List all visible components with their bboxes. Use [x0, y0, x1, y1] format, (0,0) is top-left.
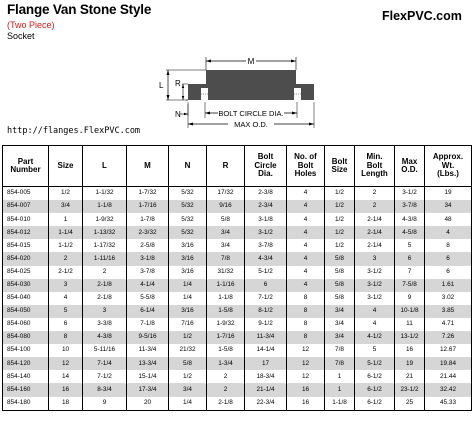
table-cell: 854-060	[3, 318, 49, 331]
table-cell: 3/4	[207, 226, 245, 239]
column-header	[287, 146, 325, 187]
table-cell: 16	[287, 383, 325, 396]
table-cell: 2-3/4	[245, 200, 287, 213]
table-cell: 3-1/2	[355, 279, 395, 292]
table-cell: 6-1/4	[127, 305, 169, 318]
table-cell: 18-3/4	[245, 370, 287, 383]
table-cell: 6	[49, 318, 83, 331]
table-row	[3, 213, 472, 226]
table-cell: 854-140	[3, 370, 49, 383]
table-cell: 8	[287, 318, 325, 331]
table-cell: 3-7/8	[127, 266, 169, 279]
dim-label-r: R	[175, 79, 181, 88]
table-cell: 5/8	[325, 292, 355, 305]
table-cell: 5/8	[169, 357, 207, 370]
table-cell: 3/4	[325, 305, 355, 318]
table-cell: 1-1/32	[83, 187, 127, 201]
flange-cross-section-diagram	[150, 52, 340, 130]
table-cell: 1/2	[169, 370, 207, 383]
table-cell: 45.33	[425, 397, 472, 411]
table-row	[3, 357, 472, 370]
table-cell: 16	[49, 383, 83, 396]
dim-label-l: L	[159, 81, 164, 90]
table-cell: 6	[245, 279, 287, 292]
table-cell: 11	[395, 318, 425, 331]
table-row	[3, 305, 472, 318]
table-cell: 34	[425, 200, 472, 213]
column-header	[355, 146, 395, 187]
table-cell: 5/8	[325, 279, 355, 292]
table-row	[3, 331, 472, 344]
table-cell: 25	[395, 397, 425, 411]
table-row	[3, 397, 472, 411]
table-cell: 21	[395, 370, 425, 383]
table-cell: 4	[425, 226, 472, 239]
table-cell: 16	[287, 397, 325, 411]
table-cell: 3-1/8	[245, 213, 287, 226]
table-cell: 5/8	[325, 252, 355, 265]
table-cell: 6-1/2	[355, 397, 395, 411]
table-cell: 5-1/2	[355, 357, 395, 370]
table-cell: 21-1/4	[245, 383, 287, 396]
table-cell: 1	[325, 370, 355, 383]
table-cell: 48	[425, 213, 472, 226]
table-cell: 2-5/8	[127, 239, 169, 252]
table-cell: 1/4	[169, 279, 207, 292]
table-cell: 8	[287, 331, 325, 344]
table-cell: 3	[355, 252, 395, 265]
dim-label-n: N	[175, 110, 181, 119]
table-cell: 4	[287, 226, 325, 239]
table-cell: 1	[49, 213, 83, 226]
table-cell: 12	[287, 370, 325, 383]
table-cell: 854-040	[3, 292, 49, 305]
column-header-text: L	[102, 160, 107, 170]
table-cell: 2-1/8	[83, 292, 127, 305]
table-cell: 9/16	[207, 200, 245, 213]
column-header-text: Part	[17, 156, 34, 166]
table-cell: 4-1/2	[355, 331, 395, 344]
column-header-text: Bolt	[297, 160, 314, 170]
table-cell: 9	[395, 292, 425, 305]
table-cell: 4	[287, 266, 325, 279]
table-cell: 13-3/4	[127, 357, 169, 370]
table-cell: 854-080	[3, 331, 49, 344]
table-cell: 19	[425, 187, 472, 201]
column-header-text: Size	[331, 165, 348, 174]
column-header-text: R	[222, 160, 229, 170]
table-cell: 1-17/32	[83, 239, 127, 252]
column-header	[395, 146, 425, 187]
column-header-text: Holes	[294, 169, 317, 179]
table-cell: 7	[395, 266, 425, 279]
dim-label-max-od: MAX O.D.	[234, 120, 268, 129]
table-cell: 2	[207, 370, 245, 383]
table-cell: 7-1/2	[83, 370, 127, 383]
table-cell: 4	[355, 318, 395, 331]
table-cell: 1/2	[325, 239, 355, 252]
table-cell: 2-1/8	[207, 397, 245, 411]
table-cell: 2-1/4	[355, 213, 395, 226]
table-cell: 5	[395, 239, 425, 252]
table-cell: 7-1/4	[83, 357, 127, 370]
table-cell: 3	[83, 305, 127, 318]
page-subtitle: (Two Piece)	[7, 20, 55, 30]
table-cell: 854-120	[3, 357, 49, 370]
table-cell: 8	[425, 239, 472, 252]
table-cell: 7-1/2	[245, 292, 287, 305]
table-cell: 5/32	[169, 187, 207, 201]
table-cell: 2	[83, 266, 127, 279]
table-cell: 854-100	[3, 344, 49, 357]
column-header-text: Wt.	[441, 160, 455, 170]
table-row	[3, 279, 472, 292]
table-cell: 4	[355, 305, 395, 318]
table-cell: 8	[49, 331, 83, 344]
table-cell: 2-1/4	[355, 239, 395, 252]
table-cell: 4	[287, 200, 325, 213]
table-row	[3, 292, 472, 305]
connection-type: Socket	[7, 31, 35, 41]
table-cell: 854-180	[3, 397, 49, 411]
table-cell: 3.02	[425, 292, 472, 305]
table-cell: 13-1/2	[395, 331, 425, 344]
table-cell: 5	[49, 305, 83, 318]
table-cell: 1-9/32	[83, 213, 127, 226]
column-header	[207, 146, 245, 187]
table-cell: 12	[287, 357, 325, 370]
column-header-text: (Lbs.)	[437, 169, 459, 179]
table-cell: 3/4	[325, 331, 355, 344]
table-cell: 2-3/8	[245, 187, 287, 201]
table-cell: 1-3/4	[207, 357, 245, 370]
table-cell: 1.61	[425, 279, 472, 292]
column-header	[127, 146, 169, 187]
table-cell: 23-1/2	[395, 383, 425, 396]
table-cell: 12.67	[425, 344, 472, 357]
table-cell: 11-3/4	[245, 331, 287, 344]
table-cell: 11-3/4	[127, 344, 169, 357]
table-cell: 1/2	[325, 200, 355, 213]
table-cell: 854-025	[3, 266, 49, 279]
table-cell: 3/16	[169, 266, 207, 279]
table-cell: 1-9/32	[207, 318, 245, 331]
table-cell: 16	[395, 344, 425, 357]
table-cell: 5/8	[325, 266, 355, 279]
column-header	[245, 146, 287, 187]
table-cell: 1-5/8	[207, 305, 245, 318]
table-cell: 4-5/8	[395, 226, 425, 239]
table-cell: 1/2	[325, 226, 355, 239]
table-cell: 1/2	[325, 213, 355, 226]
table-cell: 5/32	[169, 200, 207, 213]
table-cell: 9-5/16	[127, 331, 169, 344]
source-url[interactable]: http://flanges.FlexPVC.com	[7, 126, 141, 136]
table-row	[3, 200, 472, 213]
table-cell: 1-11/16	[83, 252, 127, 265]
table-cell: 9	[83, 397, 127, 411]
table-cell: 7/8	[325, 357, 355, 370]
table-cell: 7-1/8	[127, 318, 169, 331]
column-header-text: No. of	[294, 152, 317, 162]
column-header	[325, 146, 355, 187]
table-cell: 854-005	[3, 187, 49, 201]
column-header-text: Dia.	[258, 169, 273, 179]
table-row	[3, 187, 472, 201]
table-cell: 1/4	[169, 397, 207, 411]
column-header-text: N	[184, 160, 191, 170]
table-cell: 6	[425, 252, 472, 265]
column-header-text: Approx.	[432, 152, 464, 162]
table-cell: 5/32	[169, 226, 207, 239]
table-cell: 2-1/8	[83, 279, 127, 292]
table-cell: 4	[287, 239, 325, 252]
table-cell: 1-13/32	[83, 226, 127, 239]
table-cell: 3/4	[207, 239, 245, 252]
table-cell: 7/8	[325, 344, 355, 357]
dim-label-m: M	[247, 57, 255, 66]
table-cell: 3-1/2	[395, 187, 425, 201]
table-cell: 1/2	[169, 331, 207, 344]
flange-hub	[206, 70, 296, 84]
table-cell: 31/32	[207, 266, 245, 279]
column-header	[49, 146, 83, 187]
table-cell: 14-1/4	[245, 344, 287, 357]
flange-spec-table	[2, 145, 472, 411]
table-cell: 6-1/2	[355, 383, 395, 396]
column-header	[425, 146, 472, 187]
table-cell: 8	[287, 305, 325, 318]
dim-label-bolt-circle: BOLT CIRCLE DIA.	[218, 109, 284, 118]
table-cell: 5	[355, 344, 395, 357]
table-cell: 1-5/8	[207, 344, 245, 357]
column-header-text: Min.	[366, 152, 383, 162]
table-cell: 1-7/16	[127, 200, 169, 213]
table-cell: 2	[207, 383, 245, 396]
table-cell: 854-012	[3, 226, 49, 239]
table-row	[3, 239, 472, 252]
table-cell: 3/16	[169, 305, 207, 318]
table-cell: 1/2	[49, 187, 83, 201]
table-cell: 15-1/4	[127, 370, 169, 383]
table-cell: 1-1/4	[49, 226, 83, 239]
table-cell: 4.71	[425, 318, 472, 331]
table-cell: 22-3/4	[245, 397, 287, 411]
table-cell: 3	[49, 279, 83, 292]
table-cell: 5-1/2	[245, 266, 287, 279]
column-header-text: Size	[57, 160, 74, 170]
column-header-text: Length	[361, 169, 388, 179]
column-header-text: Number	[10, 165, 41, 174]
table-cell: 10-1/8	[395, 305, 425, 318]
table-cell: 3-7/8	[245, 239, 287, 252]
table-cell: 854-160	[3, 383, 49, 396]
table-cell: 3/16	[169, 252, 207, 265]
table-cell: 17	[245, 357, 287, 370]
table-cell: 19.84	[425, 357, 472, 370]
table-header-row	[3, 146, 472, 187]
table-cell: 854-020	[3, 252, 49, 265]
table-cell: 2	[355, 200, 395, 213]
table-cell: 854-050	[3, 305, 49, 318]
table-cell: 3/4	[325, 318, 355, 331]
table-cell: 1/2	[325, 187, 355, 201]
table-cell: 6-1/2	[355, 370, 395, 383]
table-cell: 7/16	[169, 318, 207, 331]
table-cell: 4	[287, 279, 325, 292]
table-cell: 3.85	[425, 305, 472, 318]
table-cell: 3-1/8	[127, 252, 169, 265]
table-cell: 2-1/2	[49, 266, 83, 279]
table-row	[3, 266, 472, 279]
table-cell: 8	[287, 292, 325, 305]
table-cell: 4	[287, 187, 325, 201]
table-cell: 5-11/16	[83, 344, 127, 357]
table-cell: 3-1/2	[355, 266, 395, 279]
table-row	[3, 318, 472, 331]
table-cell: 7.26	[425, 331, 472, 344]
table-cell: 17-3/4	[127, 383, 169, 396]
table-cell: 1-1/8	[325, 397, 355, 411]
table-cell: 854-015	[3, 239, 49, 252]
table-cell: 3/16	[169, 239, 207, 252]
table-cell: 8-3/4	[83, 383, 127, 396]
table-cell: 17/32	[207, 187, 245, 201]
column-header-text: Max	[401, 156, 418, 166]
table-cell: 1-1/2	[49, 239, 83, 252]
table-cell: 1	[325, 383, 355, 396]
table-cell: 4-3/4	[245, 252, 287, 265]
table-row	[3, 226, 472, 239]
table-cell: 2	[355, 187, 395, 201]
column-header-text: Bolt	[366, 160, 383, 170]
table-cell: 3-7/8	[395, 200, 425, 213]
table-cell: 5/8	[207, 213, 245, 226]
table-cell: 20	[127, 397, 169, 411]
table-cell: 12	[49, 357, 83, 370]
table-cell: 3-1/2	[355, 292, 395, 305]
table-cell: 6	[425, 266, 472, 279]
table-cell: 4	[287, 213, 325, 226]
column-header-text: Circle	[254, 160, 277, 170]
table-cell: 1-1/16	[207, 279, 245, 292]
column-header-text: Bolt	[331, 156, 348, 166]
table-cell: 854-007	[3, 200, 49, 213]
column-header	[83, 146, 127, 187]
table-cell: 4-3/8	[395, 213, 425, 226]
table-cell: 3-3/8	[83, 318, 127, 331]
table-cell: 854-030	[3, 279, 49, 292]
table-cell: 18	[49, 397, 83, 411]
column-header-text: O.D.	[401, 165, 418, 174]
table-cell: 10	[49, 344, 83, 357]
table-cell: 1-7/16	[207, 331, 245, 344]
column-header-text: M	[144, 160, 151, 170]
table-cell: 1-7/8	[127, 213, 169, 226]
table-cell: 21/32	[169, 344, 207, 357]
table-cell: 3-1/2	[245, 226, 287, 239]
table-cell: 21.44	[425, 370, 472, 383]
brand-logo-text: FlexPVC.com	[382, 9, 462, 23]
table-cell: 9-1/2	[245, 318, 287, 331]
table-cell: 1-1/8	[83, 200, 127, 213]
table-cell: 1/4	[169, 292, 207, 305]
table-row	[3, 370, 472, 383]
table-cell: 3/4	[169, 383, 207, 396]
table-cell: 5-5/8	[127, 292, 169, 305]
table-cell: 4	[49, 292, 83, 305]
table-cell: 5/32	[169, 213, 207, 226]
table-cell: 2-3/32	[127, 226, 169, 239]
table-cell: 2-1/4	[355, 226, 395, 239]
table-cell: 2	[49, 252, 83, 265]
table-cell: 12	[287, 344, 325, 357]
table-cell: 19	[395, 357, 425, 370]
table-row	[3, 252, 472, 265]
table-cell: 32.42	[425, 383, 472, 396]
table-cell: 4-3/8	[83, 331, 127, 344]
page-title: Flange Van Stone Style	[7, 2, 152, 17]
table-cell: 14	[49, 370, 83, 383]
table-cell: 1-7/32	[127, 187, 169, 201]
column-header	[169, 146, 207, 187]
table-row	[3, 344, 472, 357]
table-cell: 854-010	[3, 213, 49, 226]
table-row	[3, 383, 472, 396]
column-header-text: Bolt	[257, 152, 274, 162]
table-cell: 1-1/8	[207, 292, 245, 305]
table-cell: 7-5/8	[395, 279, 425, 292]
table-cell: 4	[287, 252, 325, 265]
table-cell: 4-1/4	[127, 279, 169, 292]
table-cell: 3/4	[49, 200, 83, 213]
table-cell: 8-1/2	[245, 305, 287, 318]
column-header	[3, 146, 49, 187]
table-cell: 7/8	[207, 252, 245, 265]
table-cell: 6	[395, 252, 425, 265]
